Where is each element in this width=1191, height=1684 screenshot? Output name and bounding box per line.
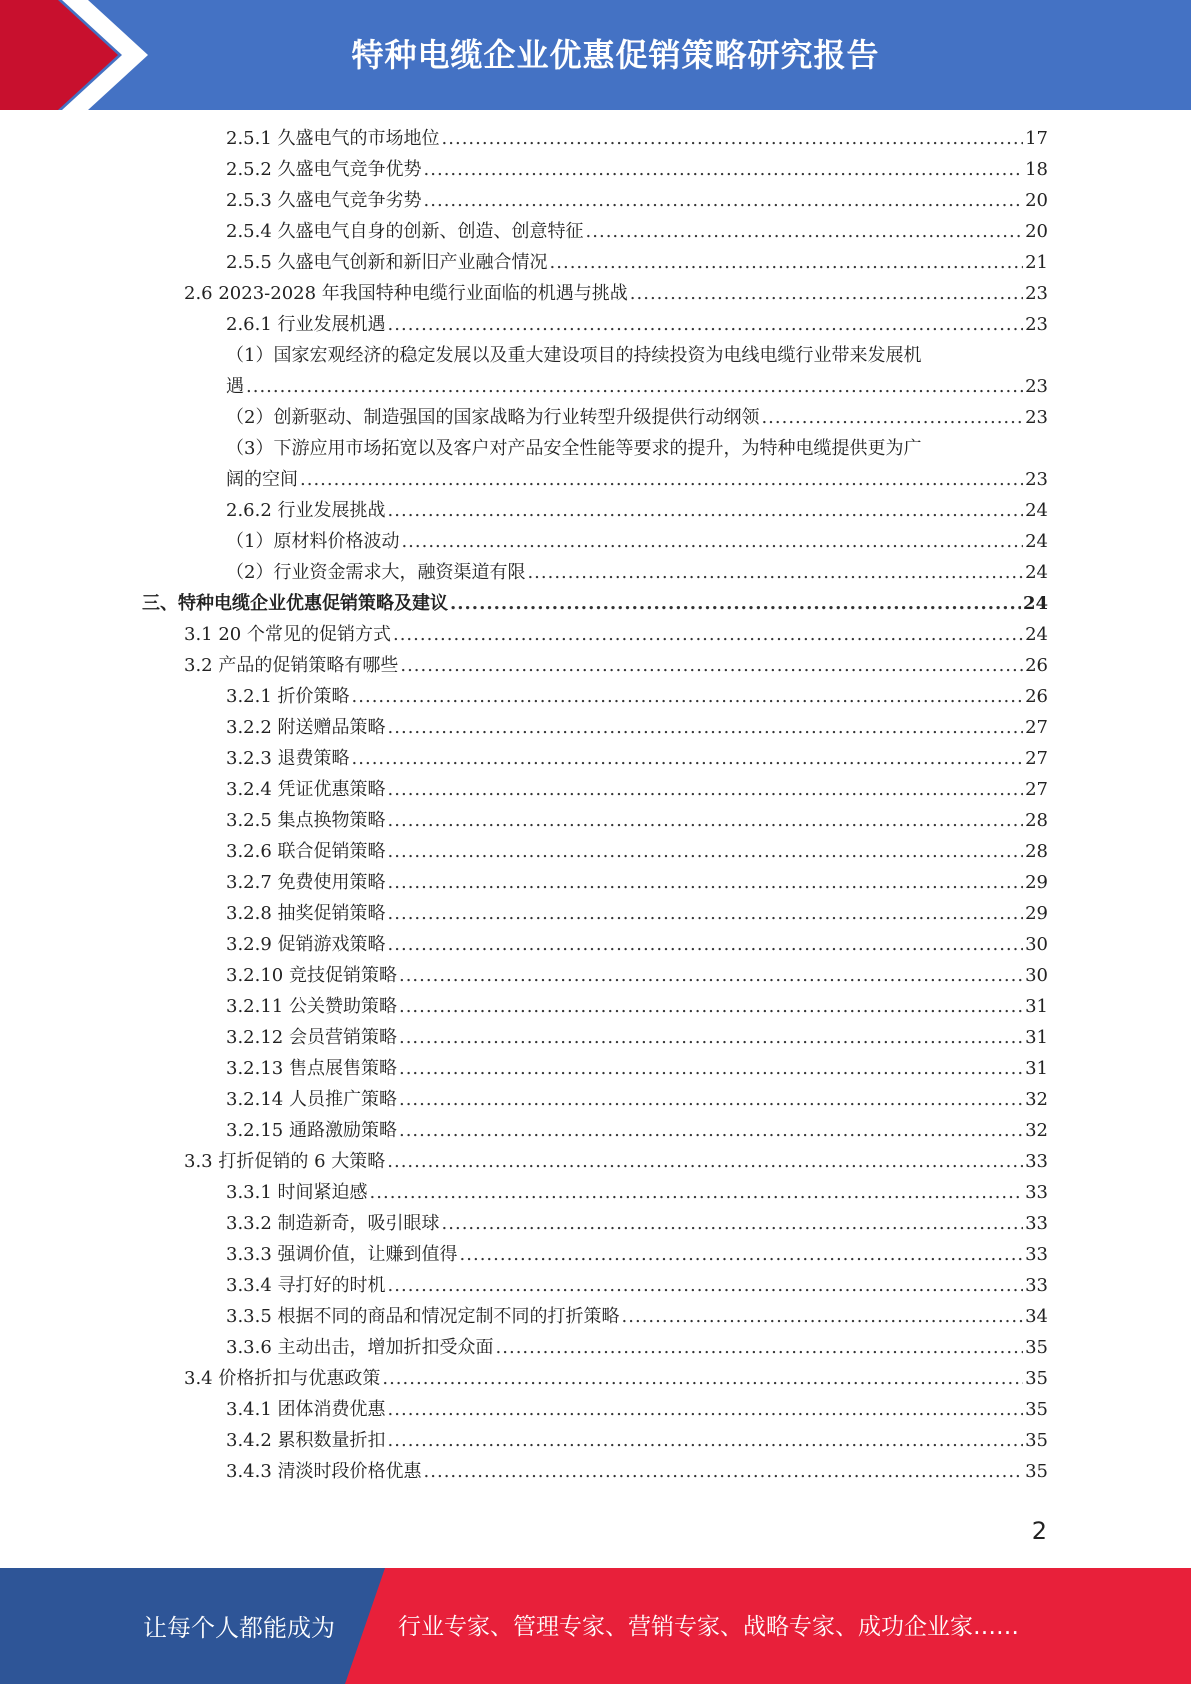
- leader-dots: [388, 1394, 1024, 1425]
- leader-dots: [393, 619, 1023, 650]
- leader-dots: [388, 898, 1024, 929]
- toc-entry[interactable]: [226, 247, 1048, 278]
- toc-page-number: 24: [1025, 624, 1048, 645]
- toc-entry-label: 3.3.6 主动出击，增加折扣受众面: [226, 1337, 494, 1358]
- toc-page-number: 35: [1025, 1461, 1048, 1482]
- leader-dots: [352, 743, 1024, 774]
- leader-dots: [399, 1022, 1023, 1053]
- toc-entry[interactable]: [226, 1115, 1048, 1146]
- leader-dots: [352, 681, 1024, 712]
- toc-entry-label: 3.4.1 团体消费优惠: [226, 1399, 386, 1420]
- toc-entry[interactable]: [226, 1301, 1048, 1332]
- toc-entry-label: 3.2.11 公关赞助策略: [226, 996, 397, 1017]
- toc-entry[interactable]: [226, 1425, 1048, 1456]
- toc-entry[interactable]: [226, 712, 1048, 743]
- toc-entry-label: 3.3 打折促销的 6 大策略: [184, 1151, 386, 1172]
- toc-entry[interactable]: [226, 681, 1048, 712]
- toc-entry[interactable]: [226, 1456, 1048, 1487]
- toc-entry[interactable]: [226, 1208, 1048, 1239]
- leader-dots: [300, 464, 1023, 495]
- toc-page-number: 29: [1025, 903, 1048, 924]
- toc-entry[interactable]: [226, 1022, 1048, 1053]
- page-footer: [0, 1568, 1191, 1684]
- toc-page-number: 35: [1025, 1368, 1048, 1389]
- leader-dots: [761, 402, 1023, 433]
- toc-page-number: 20: [1025, 190, 1048, 211]
- toc-entry-label: 3.2.14 人员推广策略: [226, 1089, 397, 1110]
- toc-entry[interactable]: [226, 960, 1048, 991]
- toc-page-number: 23: [1025, 407, 1048, 428]
- toc-entry-label: 3.2.8 抽奖促销策略: [226, 903, 386, 924]
- toc-entry-label: 2.6.1 行业发展机遇: [226, 314, 386, 335]
- toc-entry[interactable]: [184, 619, 1048, 650]
- footer-slogan-roles: 行业专家、管理专家、营销专家、战略专家、成功企业家……: [398, 1614, 1019, 1640]
- toc-page-number: 26: [1025, 655, 1048, 676]
- toc-page-number: 35: [1025, 1399, 1048, 1420]
- leader-dots: [399, 1084, 1023, 1115]
- toc-entry-label: 3.2.3 退费策略: [226, 748, 350, 769]
- toc-page-number: 29: [1025, 872, 1048, 893]
- leader-dots: [388, 836, 1024, 867]
- toc-entry[interactable]: [226, 1394, 1048, 1425]
- toc-entry[interactable]: [226, 805, 1048, 836]
- toc-page-number: 24: [1025, 500, 1048, 521]
- report-title: 特种电缆企业优惠促销策略研究报告: [351, 36, 880, 74]
- leader-dots: [450, 588, 1021, 619]
- toc-page-number: 20: [1025, 221, 1048, 242]
- leader-dots: [399, 1053, 1023, 1084]
- toc-page-number: 23: [1025, 376, 1048, 397]
- toc-entry[interactable]: [226, 1239, 1048, 1270]
- toc-entry[interactable]: [226, 1270, 1048, 1301]
- toc-page-number: 23: [1025, 469, 1048, 490]
- toc-entry[interactable]: [226, 464, 1048, 495]
- leader-dots: [424, 154, 1024, 185]
- toc-entry-label: 3.3.4 寻打好的时机: [226, 1275, 386, 1296]
- toc-page-number: 28: [1025, 810, 1048, 831]
- toc-entry[interactable]: [184, 1363, 1048, 1394]
- toc-page-number: 24: [1022, 593, 1048, 614]
- toc-entry-label: 3.3.2 制造新奇，吸引眼球: [226, 1213, 440, 1234]
- toc-entry-label: 3.1 20 个常见的促销方式: [184, 624, 391, 645]
- toc-entry-label: （1）原材料价格波动: [226, 531, 400, 552]
- leader-dots: [388, 867, 1024, 898]
- toc-entry-label: （2）创新驱动、制造强国的国家战略为行业转型升级提供行动纲领: [226, 407, 760, 428]
- leader-dots: [442, 1208, 1024, 1239]
- toc-entry-label: 阔的空间: [226, 469, 298, 490]
- toc-entry-label: （2）行业资金需求大，融资渠道有限: [226, 562, 526, 583]
- toc-entry[interactable]: [226, 557, 1048, 588]
- toc-entry-label: 3.2.13 售点展售策略: [226, 1058, 397, 1079]
- toc-entry[interactable]: [226, 402, 1048, 433]
- leader-dots: [424, 185, 1024, 216]
- toc-entry-label: 2.5.1 久盛电气的市场地位: [226, 128, 440, 149]
- leader-dots: [388, 1425, 1024, 1456]
- leader-dots: [424, 1456, 1024, 1487]
- leader-dots: [496, 1332, 1024, 1363]
- toc-page-number: 21: [1025, 252, 1048, 273]
- toc-page-number: 30: [1025, 965, 1048, 986]
- toc-entry[interactable]: [226, 774, 1048, 805]
- toc-entry-label: 三、特种电缆企业优惠促销策略及建议: [142, 593, 448, 614]
- leader-dots: [388, 495, 1024, 526]
- toc-page-number: 34: [1025, 1306, 1048, 1327]
- toc-page-number: 26: [1025, 686, 1048, 707]
- toc-entry[interactable]: [226, 216, 1048, 247]
- toc-entry-label: 3.2.6 联合促销策略: [226, 841, 386, 862]
- toc-entry[interactable]: [226, 1332, 1048, 1363]
- toc-page-number: 23: [1025, 283, 1048, 304]
- toc-page-number: 24: [1025, 531, 1048, 552]
- toc-entry[interactable]: [226, 1084, 1048, 1115]
- toc-entry-label: 3.4.2 累积数量折扣: [226, 1430, 386, 1451]
- toc-entry-label: 2.5.4 久盛电气自身的创新、创造、创意特征: [226, 221, 584, 242]
- toc-entry-label: 3.4.3 清淡时段价格优惠: [226, 1461, 422, 1482]
- leader-dots: [388, 774, 1024, 805]
- leader-dots: [388, 1270, 1024, 1301]
- toc-page-number: 18: [1025, 159, 1048, 180]
- toc-entry-label: 2.5.2 久盛电气竞争优势: [226, 159, 422, 180]
- leader-dots: [399, 991, 1023, 1022]
- toc-entry-label: 3.2.10 竞技促销策略: [226, 965, 397, 986]
- toc-entry-label: 3.2.9 促销游戏策略: [226, 934, 386, 955]
- page-number: 2: [1031, 1517, 1047, 1545]
- toc-entry-label-line1: （1）国家宏观经济的稳定发展以及重大建设项目的持续投资为电线电缆行业带来发展机: [226, 345, 922, 366]
- toc-entry-label: 3.2.5 集点换物策略: [226, 810, 386, 831]
- toc-entry-label: 3.2.4 凭证优惠策略: [226, 779, 386, 800]
- leader-dots: [399, 960, 1023, 991]
- toc-entry[interactable]: [226, 1177, 1048, 1208]
- leader-dots: [370, 1177, 1024, 1208]
- leader-dots: [399, 1115, 1023, 1146]
- leader-dots: [460, 1239, 1024, 1270]
- leader-dots: [586, 216, 1024, 247]
- toc-page-number: 33: [1025, 1182, 1048, 1203]
- toc-page-number: 33: [1025, 1213, 1048, 1234]
- toc-entry[interactable]: [226, 185, 1048, 216]
- toc-entry-label-line1: （3）下游应用市场拓宽以及客户对产品安全性能等要求的提升，为特种电缆提供更为广: [226, 438, 922, 459]
- toc-entry-label: 2.6 2023-2028 年我国特种电缆行业面临的机遇与挑战: [184, 283, 628, 304]
- toc-entry-label: 3.2.15 通路激励策略: [226, 1120, 397, 1141]
- toc-entry-label: 2.6.2 行业发展挑战: [226, 500, 386, 521]
- toc-page-number: 35: [1025, 1337, 1048, 1358]
- leader-dots: [622, 1301, 1024, 1332]
- toc-page-number: 31: [1025, 1027, 1048, 1048]
- toc-entry[interactable]: [226, 154, 1048, 185]
- toc-page-number: 31: [1025, 1058, 1048, 1079]
- toc-page-number: 27: [1025, 748, 1048, 769]
- toc-page-number: 27: [1025, 717, 1048, 738]
- toc-entry-label: 3.2.12 会员营销策略: [226, 1027, 397, 1048]
- toc-entry-label: 3.2 产品的促销策略有哪些: [184, 655, 399, 676]
- toc-entry-label: 3.2.2 附送赠品策略: [226, 717, 386, 738]
- toc-entry[interactable]: [226, 495, 1048, 526]
- toc-entry-label: 3.4 价格折扣与优惠政策: [184, 1368, 381, 1389]
- toc-page-number: 31: [1025, 996, 1048, 1017]
- toc-entry[interactable]: [226, 836, 1048, 867]
- toc-entry[interactable]: [226, 123, 1048, 154]
- leader-dots: [382, 1363, 1023, 1394]
- toc-entry[interactable]: [184, 278, 1048, 309]
- leader-dots: [246, 371, 1023, 402]
- leader-dots: [387, 1146, 1023, 1177]
- toc-entry-label: 3.3.1 时间紧迫感: [226, 1182, 368, 1203]
- toc-entry-label: 3.2.7 免费使用策略: [226, 872, 386, 893]
- toc-page-number: 17: [1025, 128, 1048, 149]
- toc-entry-label: 3.3.5 根据不同的商品和情况定制不同的打折策略: [226, 1306, 620, 1327]
- leader-dots: [550, 247, 1024, 278]
- leader-dots: [388, 309, 1024, 340]
- toc-entry-label: 2.5.5 久盛电气创新和新旧产业融合情况: [226, 252, 548, 273]
- toc-entry[interactable]: [226, 929, 1048, 960]
- toc-entry[interactable]: [184, 650, 1048, 681]
- toc-page-number: 32: [1025, 1120, 1048, 1141]
- toc-entry[interactable]: [226, 371, 1048, 402]
- toc-page-number: 32: [1025, 1089, 1048, 1110]
- toc-page-number: 35: [1025, 1430, 1048, 1451]
- toc-entry[interactable]: [226, 991, 1048, 1022]
- toc-entry-label: 3.3.3 强调价值，让赚到值得: [226, 1244, 458, 1265]
- toc-entry[interactable]: [226, 743, 1048, 774]
- toc-page-number: 33: [1025, 1244, 1048, 1265]
- toc-page-number: 24: [1025, 562, 1048, 583]
- page-header: [0, 0, 1191, 110]
- toc-entry[interactable]: [184, 1146, 1048, 1177]
- toc-entry[interactable]: [226, 898, 1048, 929]
- toc-page-number: 27: [1025, 779, 1048, 800]
- toc-entry-label: 3.2.1 折价策略: [226, 686, 350, 707]
- toc-page-number: 33: [1025, 1151, 1048, 1172]
- toc-entry-label: 2.5.3 久盛电气竞争劣势: [226, 190, 422, 211]
- toc-entry[interactable]: [226, 1053, 1048, 1084]
- toc-entry[interactable]: [226, 526, 1048, 557]
- toc-page-number: 33: [1025, 1275, 1048, 1296]
- leader-dots: [388, 712, 1024, 743]
- toc-page-number: 30: [1025, 934, 1048, 955]
- toc-entry[interactable]: [226, 867, 1048, 898]
- footer-slogan-lead: 让每个人都能成为: [143, 1614, 335, 1642]
- leader-dots: [442, 123, 1024, 154]
- toc-page-number: 28: [1025, 841, 1048, 862]
- leader-dots: [630, 278, 1023, 309]
- toc-entry[interactable]: [226, 309, 1048, 340]
- leader-dots: [527, 557, 1023, 588]
- leader-dots: [401, 526, 1023, 557]
- leader-dots: [400, 650, 1023, 681]
- toc-entry-label: 遇: [226, 376, 244, 397]
- leader-dots: [388, 929, 1024, 960]
- toc-chapter-entry[interactable]: [142, 588, 1048, 619]
- toc-page-number: 23: [1025, 314, 1048, 335]
- leader-dots: [388, 805, 1024, 836]
